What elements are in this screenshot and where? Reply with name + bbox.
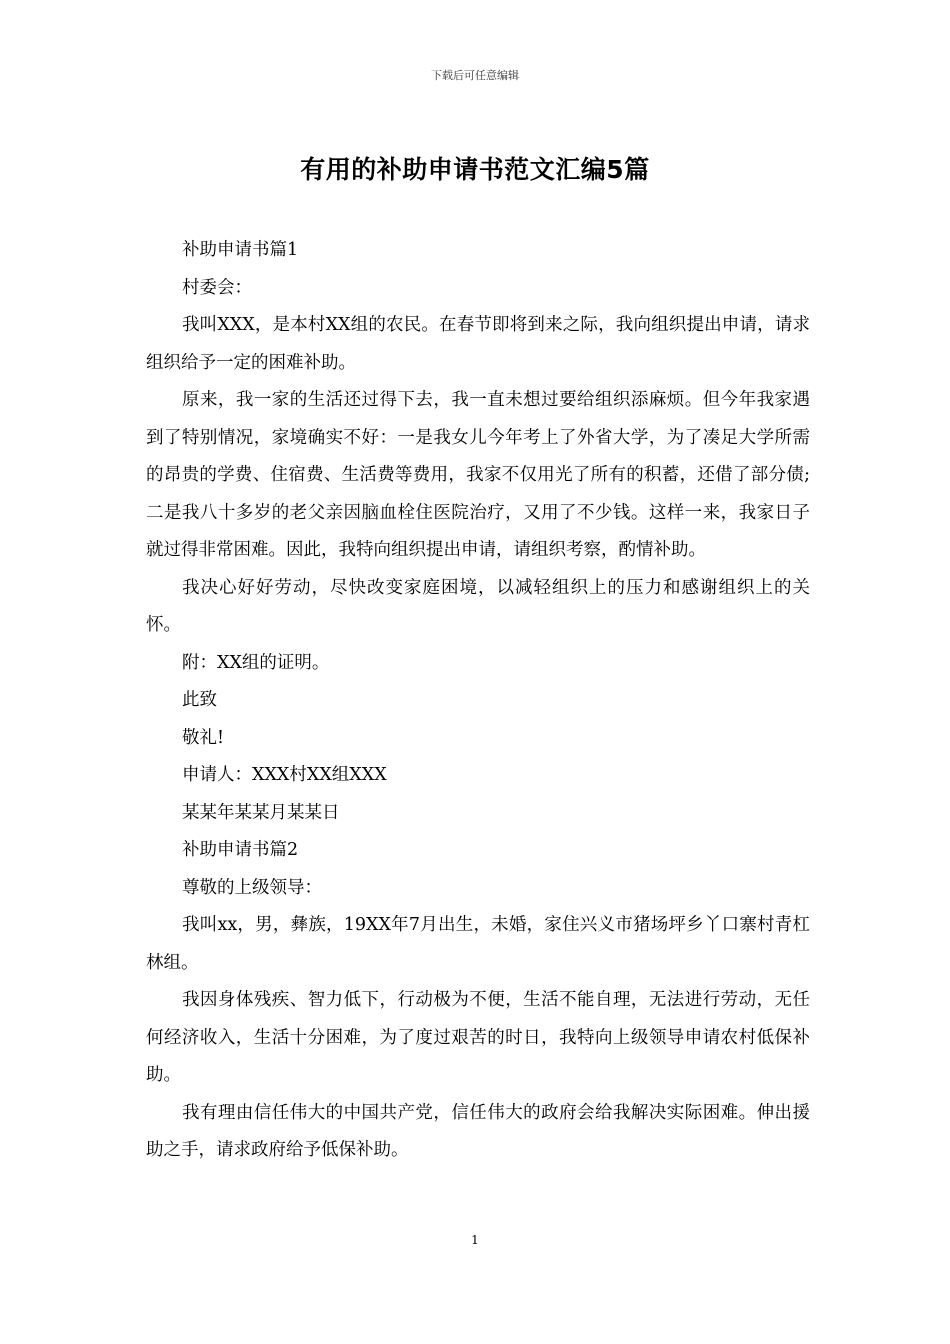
body-paragraph: 我决心好好劳动，尽快改变家庭困境，以减轻组织上的压力和感谢组织上的关怀。 xyxy=(146,577,810,635)
attachment-note: 附：XX组的证明。 xyxy=(182,652,330,673)
salutation-1: 村委会： xyxy=(182,277,252,298)
body-paragraph: 我叫xx，男，彝族，19XX年7月出生，未婚，家住兴义市猪场坪乡丫口寨村青杠林组。 xyxy=(146,915,810,973)
closing-line: 此致 xyxy=(182,690,217,710)
body-paragraph: 我因身体残疾、智力低下，行动极为不便，生活不能自理，无法进行劳动，无任何经济收入，生活十分困难，为了度过艰苦的时日，我特向上级领导申请农村低保补助。 xyxy=(146,990,810,1085)
date-line: 某某年某某月某某日 xyxy=(182,802,340,823)
salutation-2: 尊敬的上级领导： xyxy=(182,877,322,898)
applicant-signature: 申请人：XXX村XX组XXX xyxy=(182,765,387,785)
body-paragraph: 我叫XXX，是本村XX组的农民。在春节即将到来之际，我向组织提出申请，请求组织给予一定的困难补助。 xyxy=(146,315,810,373)
section-heading-2: 补助申请书篇2 xyxy=(182,840,299,860)
document-title: 有用的补助申请书范文汇编5篇 xyxy=(300,155,650,184)
document-body xyxy=(146,232,810,1170)
header-note: 下载后可任意编辑 xyxy=(431,69,519,82)
body-paragraph: 原来，我一家的生活还过得下去，我一直未想过要给组织添麻烦。但今年我家遇到了特别情况，家境确实不好：一是我女儿今年考上了外省大学，为了凑足大学所需的昂贵的学费、住宿费、生活费等费用，我家不仅用光了所有的积蓄，还借了部分债;二是我八十多岁的老父亲因脑血栓住医院治疗，又用了不少钱。这样一来，我家日子就过得非常困难。因此，我特向组织提出申请，请组织考察，酌情补助。 xyxy=(146,390,810,560)
closing-greeting: 敬礼! xyxy=(182,727,225,748)
section-heading-1: 补助申请书篇1 xyxy=(182,240,299,260)
page-number: 1 xyxy=(471,1233,479,1247)
body-paragraph: 我有理由信任伟大的中国共产党，信任伟大的政府会给我解决实际困难。伸出援助之手，请求政府给予低保补助。 xyxy=(146,1102,810,1160)
